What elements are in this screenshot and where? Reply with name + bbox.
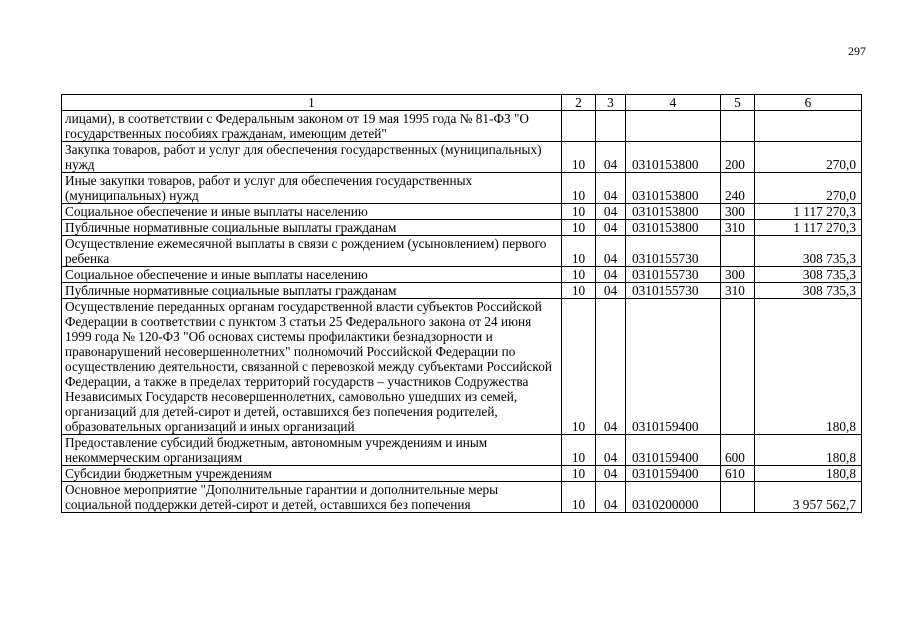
row-amount: 180,8: [755, 466, 862, 482]
row-subsection: [596, 111, 626, 142]
row-amount: 270,0: [755, 142, 862, 173]
row-section: 10: [562, 142, 596, 173]
row-name: Публичные нормативные социальные выплаты гражданам: [62, 220, 562, 236]
row-amount: 1 117 270,3: [755, 220, 862, 236]
row-subsection: 04: [596, 173, 626, 204]
row-section: 10: [562, 299, 596, 435]
table-row: [62, 142, 862, 173]
row-amount: 3 957 562,7: [755, 482, 862, 513]
row-expense-type: 200: [721, 142, 755, 173]
row-subsection: 04: [596, 283, 626, 299]
table-row: [62, 482, 862, 513]
table-row: [62, 236, 862, 267]
page-number: 297: [848, 44, 866, 58]
row-name: Субсидии бюджетным учреждениям: [62, 466, 562, 482]
table-row: [62, 220, 862, 236]
row-name: Закупка товаров, работ и услуг для обеспечения государственных (муниципальных) нужд: [62, 142, 562, 173]
table-row: [62, 173, 862, 204]
row-target-article: 0310153800: [626, 142, 721, 173]
row-subsection: 04: [596, 482, 626, 513]
table-header-row: [62, 95, 862, 111]
header-col-2: 2: [562, 95, 596, 111]
row-subsection: 04: [596, 466, 626, 482]
row-target-article: 0310153800: [626, 173, 721, 204]
row-amount: 270,0: [755, 173, 862, 204]
row-amount: 180,8: [755, 435, 862, 466]
row-section: 10: [562, 283, 596, 299]
row-section: 10: [562, 435, 596, 466]
row-expense-type: 610: [721, 466, 755, 482]
row-section: 10: [562, 220, 596, 236]
table-row: [62, 435, 862, 466]
row-section: [562, 111, 596, 142]
row-target-article: 0310155730: [626, 236, 721, 267]
row-amount: 1 117 270,3: [755, 204, 862, 220]
row-section: 10: [562, 267, 596, 283]
budget-table: [61, 94, 862, 513]
row-section: 10: [562, 236, 596, 267]
row-expense-type: 300: [721, 267, 755, 283]
row-subsection: 04: [596, 142, 626, 173]
row-section: 10: [562, 204, 596, 220]
row-name: Иные закупки товаров, работ и услуг для обеспечения государственных (муниципальных) нужд: [62, 173, 562, 204]
table-row: [62, 283, 862, 299]
header-col-1: 1: [62, 95, 562, 111]
row-expense-type: 600: [721, 435, 755, 466]
row-amount: 308 735,3: [755, 267, 862, 283]
row-amount: 308 735,3: [755, 236, 862, 267]
row-expense-type: 240: [721, 173, 755, 204]
row-target-article: [626, 111, 721, 142]
row-expense-type: 300: [721, 204, 755, 220]
row-name: лицами), в соответствии с Федеральным законом от 19 мая 1995 года № 81-ФЗ "О государственных пособиях гражданам, имеющим детей": [62, 111, 562, 142]
row-expense-type: [721, 482, 755, 513]
row-name: Осуществление переданных органам государственной власти субъектов Российской Федерации в соответствии с пунктом 3 статьи 25 Федерального закона от 24 июня 1999 года № 120-ФЗ "Об основах системы профилактики безнадзорности и правонарушений несовершеннолетних" полномочий Российской Федерации по осуществлению деятельности, связанной с перевозкой между субъектами Российской Федерации, а также в пределах территорий государств – участников Содружества Независимых Государств несовершеннолетних, самовольно ушедших из семей, организаций для детей-сирот и детей, оставшихся без попечения родителей, образовательных организаций и иных организаций: [62, 299, 562, 435]
table-row: [62, 267, 862, 283]
row-target-article: 0310153800: [626, 220, 721, 236]
row-section: 10: [562, 173, 596, 204]
row-expense-type: 310: [721, 283, 755, 299]
row-expense-type: [721, 111, 755, 142]
table-row: [62, 466, 862, 482]
row-name: Социальное обеспечение и иные выплаты населению: [62, 267, 562, 283]
row-target-article: 0310155730: [626, 283, 721, 299]
row-subsection: 04: [596, 267, 626, 283]
table-row: [62, 111, 862, 142]
header-col-3: 3: [596, 95, 626, 111]
row-section: 10: [562, 466, 596, 482]
row-target-article: 0310153800: [626, 204, 721, 220]
row-name: Публичные нормативные социальные выплаты гражданам: [62, 283, 562, 299]
row-amount: [755, 111, 862, 142]
row-target-article: 0310200000: [626, 482, 721, 513]
row-target-article: 0310159400: [626, 466, 721, 482]
row-target-article: 0310159400: [626, 435, 721, 466]
row-name: Предоставление субсидий бюджетным, автономным учреждениям и иным некоммерческим организациям: [62, 435, 562, 466]
row-expense-type: [721, 236, 755, 267]
row-subsection: 04: [596, 435, 626, 466]
row-amount: 180,8: [755, 299, 862, 435]
row-name: Основное мероприятие "Дополнительные гарантии и дополнительные меры социальной поддержки детей-сирот и детей, оставшихся без попечения: [62, 482, 562, 513]
row-expense-type: 310: [721, 220, 755, 236]
row-section: 10: [562, 482, 596, 513]
table-row: [62, 299, 862, 435]
header-col-4: 4: [626, 95, 721, 111]
row-subsection: 04: [596, 236, 626, 267]
row-subsection: 04: [596, 204, 626, 220]
header-col-6: 6: [755, 95, 862, 111]
table-row: [62, 204, 862, 220]
row-amount: 308 735,3: [755, 283, 862, 299]
row-subsection: 04: [596, 220, 626, 236]
row-name: Социальное обеспечение и иные выплаты населению: [62, 204, 562, 220]
row-name: Осуществление ежемесячной выплаты в связи с рождением (усыновлением) первого ребенка: [62, 236, 562, 267]
row-target-article: 0310155730: [626, 267, 721, 283]
row-expense-type: [721, 299, 755, 435]
row-target-article: 0310159400: [626, 299, 721, 435]
header-col-5: 5: [721, 95, 755, 111]
row-subsection: 04: [596, 299, 626, 435]
